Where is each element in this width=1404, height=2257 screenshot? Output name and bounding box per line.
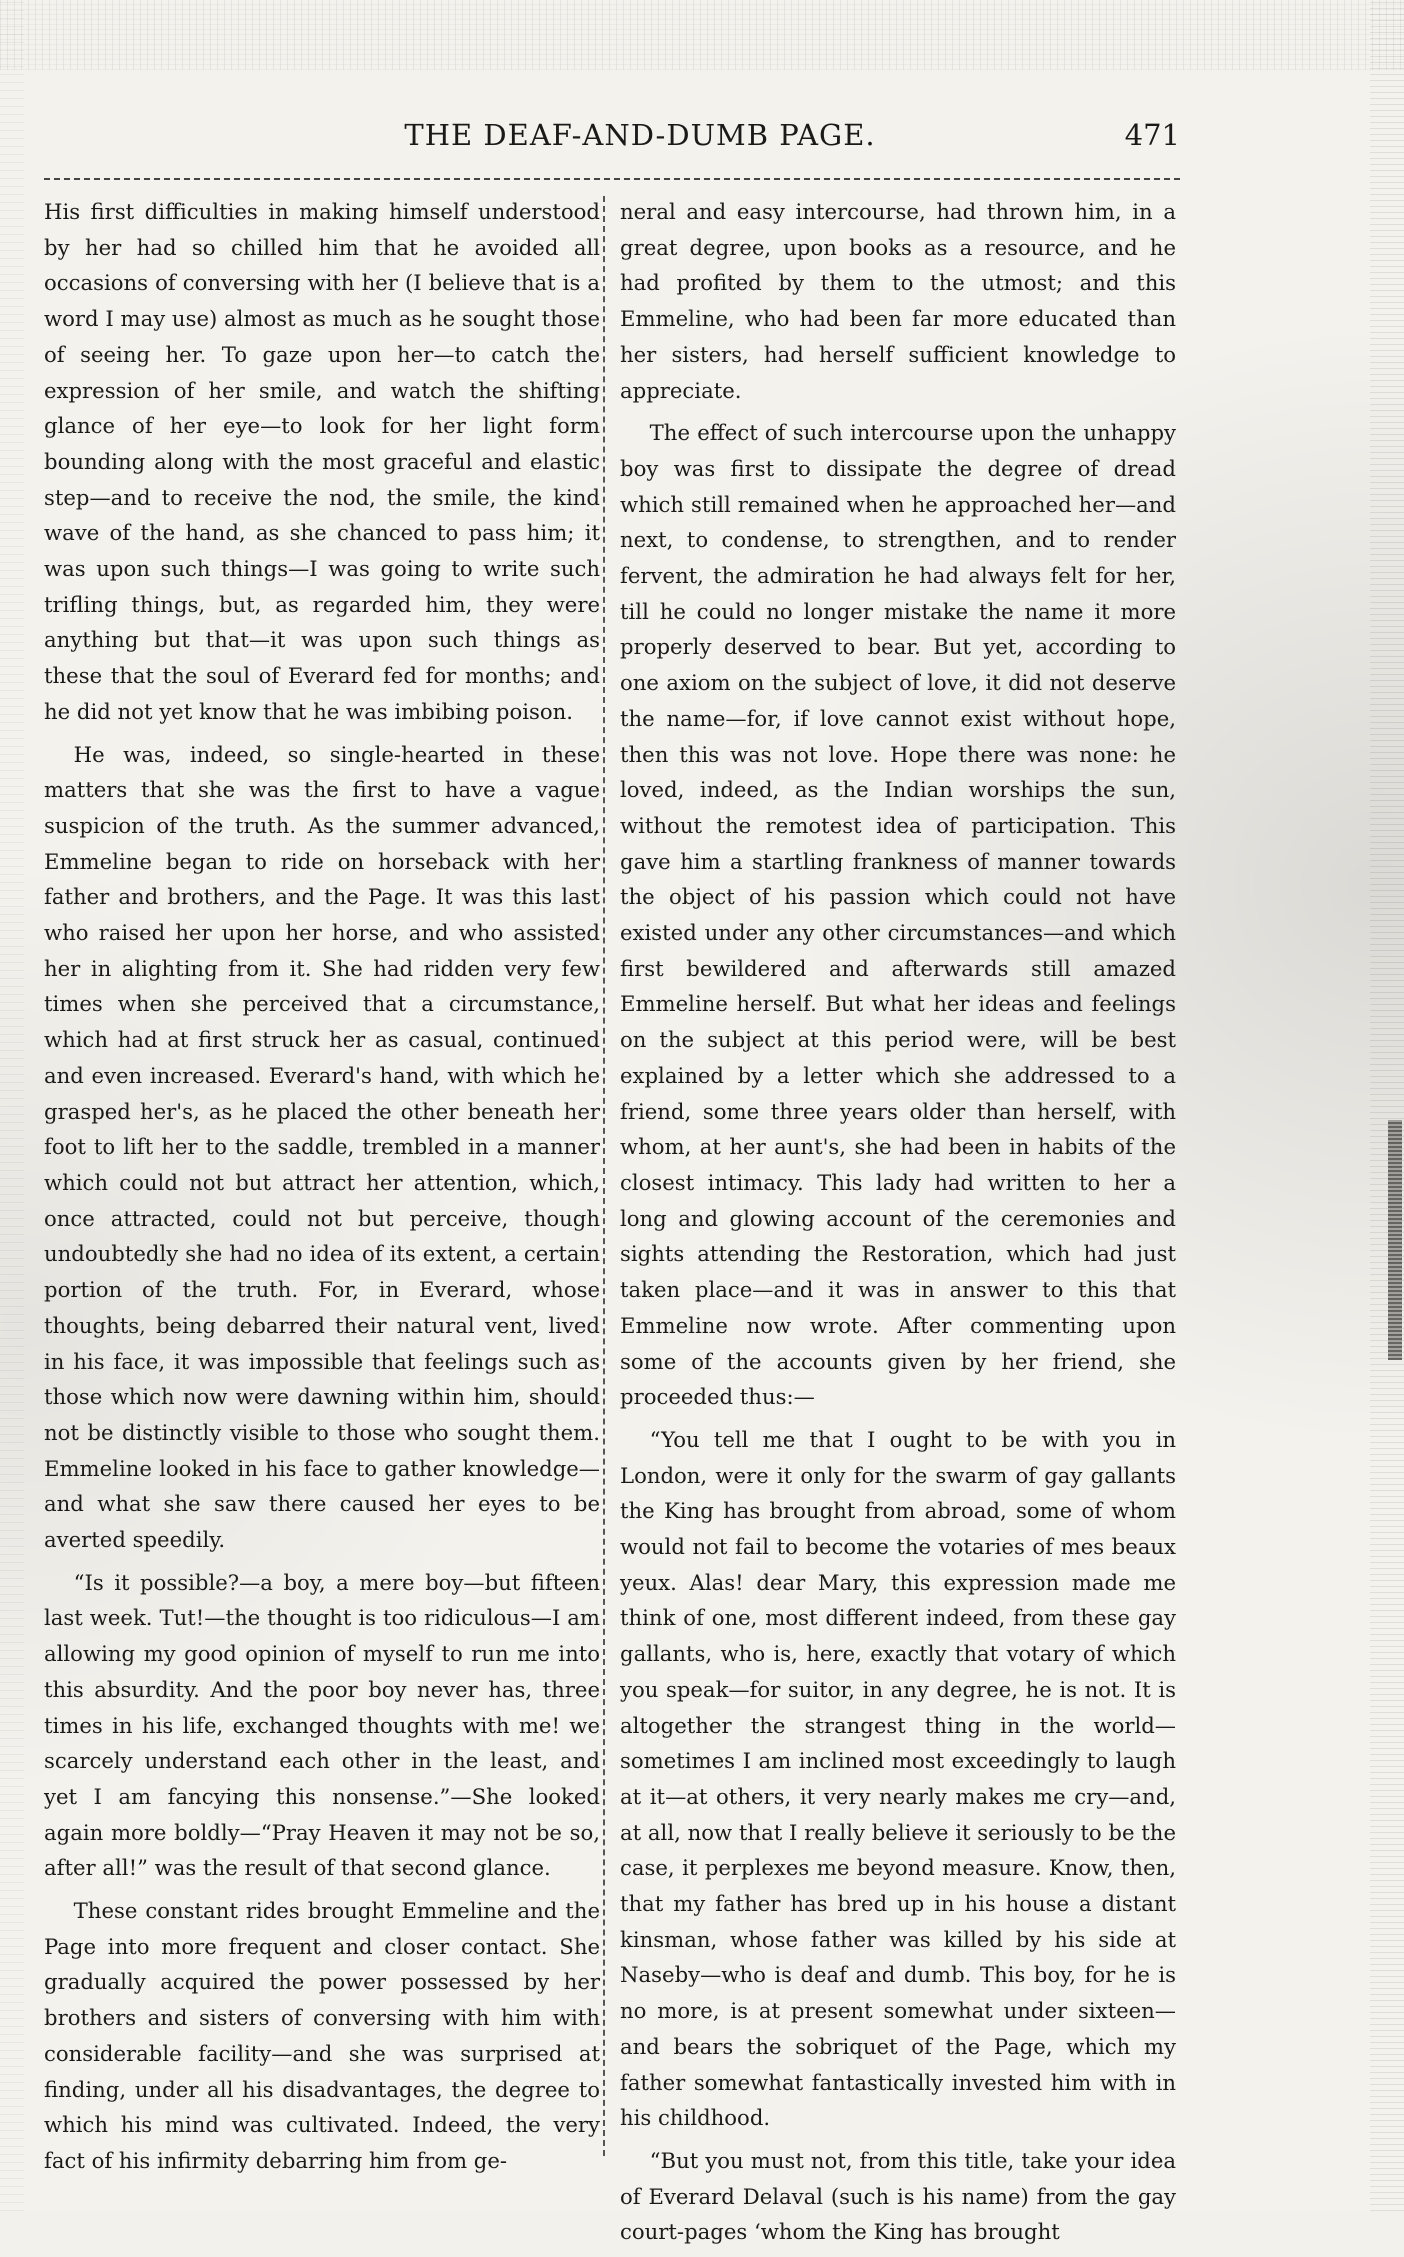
right-column [620,194,1176,2257]
column-divider [603,196,605,2156]
scan-noise-top [0,0,1404,70]
paragraph: The effect of such intercourse upon the unhappy boy was first to dissipate the degree of dread which still remained when he approached her—and next, to condense, to strengthen, and to render fervent, the admiration he had always felt for her, till he could no longer mistake the name it more properly deserved to bear. But yet, according to one axiom on the subject of love, it did not deserve the name—for, if love cannot exist without hope, then this was not love. Hope there was none: he loved, indeed, as the Indian worships the sun, without the remotest idea of participation. This gave him a startling frankness of manner towards the object of his passion which could not have existed under any other circumstances—and which first bewildered and afterwards still amazed Emmeline herself. But what her ideas and feelings on the subject at this period were, will be best explained by a letter which she addressed to a friend, some three years older than herself, with whom, at her aunt's, she had been in habits of the closest intimacy. This lady had written to her a long and glowing account of the ceremonies and sights attending the Restoration, which had just taken place—and it was in answer to this that Emmeline now wrote. After commenting upon some of the accounts given by her friend, she proceeded thus:— [620,420,1176,1410]
scan-noise-right [1370,0,1404,2211]
paragraph: “Is it possible?—a boy, a mere boy—but fifteen last week. Tut!—the thought is too ridiculous—I am allowing my good opinion of myself to run me into this absurdity. And the poor boy never has, three times in his life, exchanged thoughts with me! we scarcely understand each other in the least, and yet I am fancying this nonsense.”—She looked again more boldly—“Pray Heaven it may not be so, after all!” was the result of that second glance. [44,1569,600,1881]
paragraph: These constant rides brought Emmeline and the Page into more frequent and closer contact. She gradually acquired the power possessed by her brothers and sisters of conversing with him with considerable facility—and she was surprised at finding, under all his disadvantages, the degree to which his mind was cultivated. Indeed, the very fact of his infirmity debarring him from ge- [44,1898,600,2173]
paragraph: He was, indeed, so single-hearted in these matters that she was the first to have a vague suspicion of the truth. As the summer advanced, Emmeline began to ride on horseback with her father and brothers, and the Page. It was this last who raised her upon her horse, and who assisted her in alighting from it. She had ridden very few times when she perceived that a circumstance, which had at first struck her as casual, continued and even increased. Everard's hand, with which he grasped her's, as he placed the other beneath her foot to lift her to the saddle, trembled in a manner which could not but attract her attention, which, once attracted, could not but perceive, though undoubtedly she had no idea of its extent, a certain portion of the truth. For, in Everard, whose thoughts, being debarred their natural vent, lived in his face, it was impossible that feelings such as those which now were dawning within him, should not be distinctly visible to those who sought them. Emmeline looked in his face to gather knowledge—and what she saw there caused her eyes to be averted speedily. [44,741,600,1553]
running-head [60,118,1180,158]
page-number: 471 [1124,118,1180,152]
paragraph: neral and easy intercourse, had thrown him, in a great degree, upon books as a resource, and he had profited by them to the utmost; and this Emmeline, who had been far more educated than her sisters, had herself sufficient knowledge to appreciate. [620,199,1176,403]
paragraph: “But you must not, from this title, take your idea of Everard Delaval (such is his name) from the gay court-pages ‘whom the King has brought [620,2147,1176,2245]
header-rule [44,178,1180,180]
paragraph: His first difficulties in making himself understood by her had so chilled him that he avoided all occasions of conversing with her (I believe that is a word I may use) almost as much as he sought those of seeing her. To gaze upon her—to catch the expression of her smile, and watch the shifting glance of her eye—to look for her light form bounding along with the most graceful and elastic step—and to receive the nod, the smile, the kind wave of the hand, as she chanced to pass him; it was upon such things—I was going to write such trifling things, but, as regarded him, they were anything but that—it was upon such things as these that the soul of Everard fed for months; and he did not yet know that he was imbibing poison. [44,199,600,724]
paragraph: “You tell me that I ought to be with you in London, were it only for the swarm of gay gallants the King has brought from abroad, some of whom would not fail to become the votaries of mes beaux yeux. Alas! dear Mary, this expression made me think of one, most different indeed, from these gay gallants, who is, here, exactly that votary of which you speak—for suitor, in any degree, he is not. It is altogether the strangest thing in the world—sometimes I am inclined most exceedingly to laugh at it—at others, it very nearly makes me cry—and, at all, now that I really believe it seriously to be the case, it perplexes me beyond measure. Know, then, that my father has bred up in his house a distant kinsman, whose father was killed by his side at Naseby—who is deaf and dumb. This boy, for he is no more, is at present somewhat under sixteen—and bears the sobriquet of the Page, which my father somewhat fantastically invested him with in his childhood. [620,1426,1176,2131]
binding-edge [1388,1120,1402,1360]
scan-noise-left [0,0,24,2211]
left-column [44,194,600,2186]
running-title: THE DEAF-AND-DUMB PAGE. [404,118,876,152]
